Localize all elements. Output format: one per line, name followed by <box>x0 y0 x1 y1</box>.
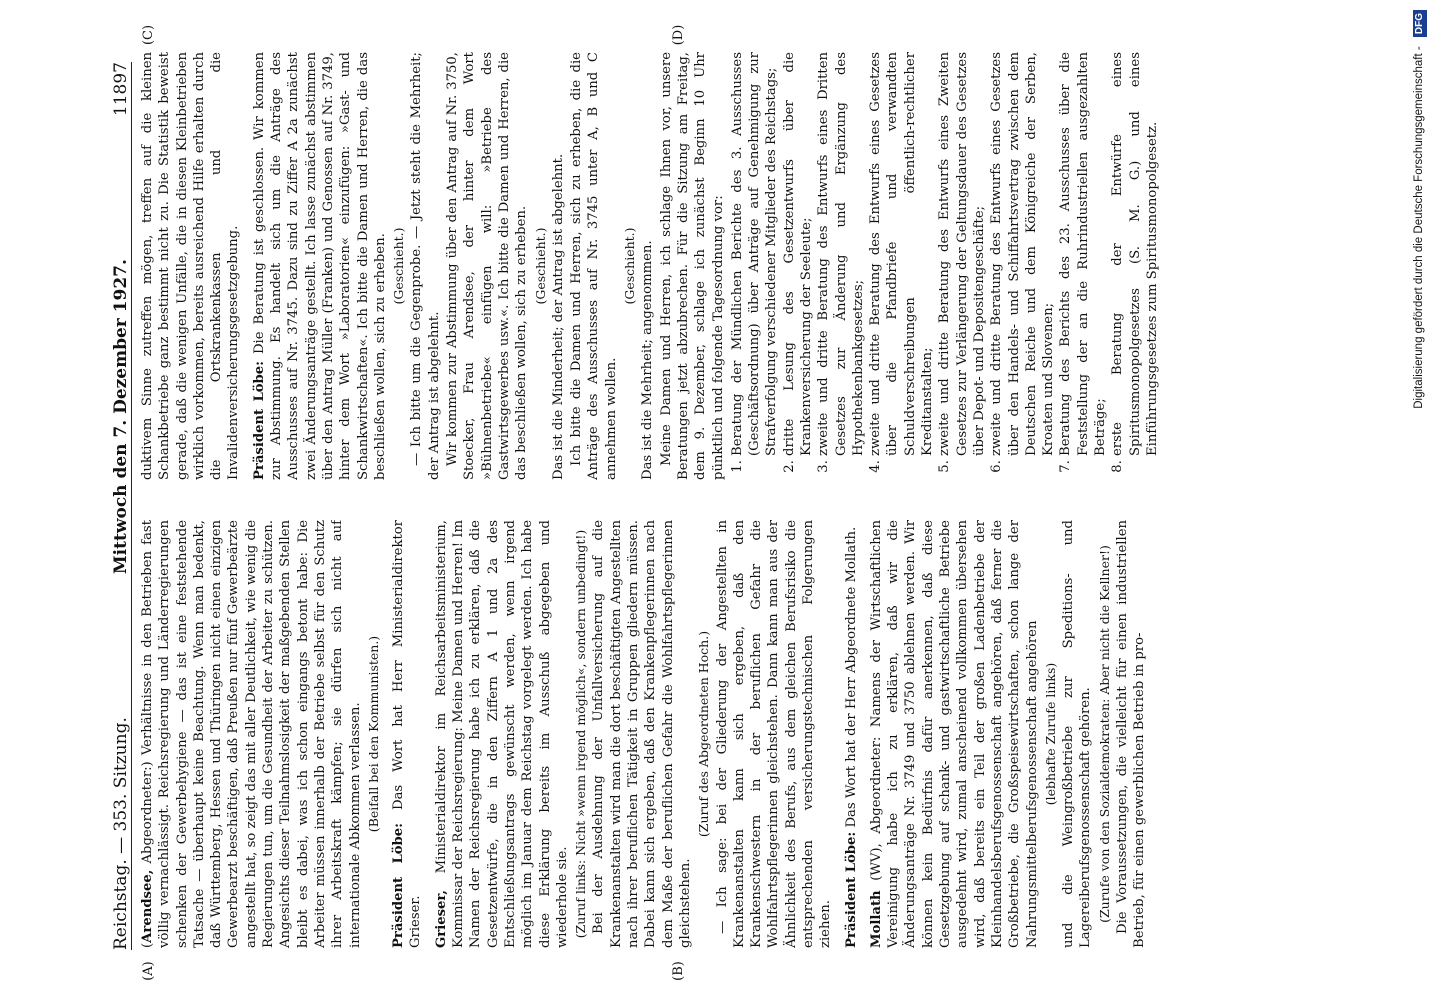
speaker-name: Arendsee, <box>140 869 155 943</box>
page-number: 11897 <box>111 62 131 117</box>
paragraph: Die Voraussetzungen, die vielleicht für einen industriellen Betrieb, für einen gewerblichen Betrieb in pro- <box>1115 520 1148 948</box>
agenda-item: 1. Beratung der Mündlichen Berichte des 3. Ausschusses (Geschäftsordnung) über Anträge auf Genehmigung zur Strafverfolgung verschiedener Mitglieder des Reichstags; <box>729 52 781 456</box>
dfg-logo: DFG <box>1413 10 1427 37</box>
agenda-list <box>729 52 1161 480</box>
funding-sidebar <box>1408 10 1434 710</box>
margin-marker-b: (B) <box>671 961 686 981</box>
header-date: Mittwoch den 7. Dezember 1927. <box>111 259 131 575</box>
paragraph-text: Das Wort hat Herr Ministerialdirektor Grieser. <box>391 520 424 948</box>
paragraph: Das ist die Minderheit; der Antrag ist abgelehnt. <box>550 153 566 480</box>
agenda-item: 8. erste Beratung der Entwürfe eines Spiritusmonopolgesetzes (S. M. G.) und eines Einführungsgesetzes zum Spiritusmonopolgesetz. <box>1109 52 1161 456</box>
paragraph: (Arendsee, Abgeordneter:) Verhältnisse in den Betrieben fast völlig vernachlässigt. Reichsregierung und Länderregierungen schenken der Gewerbehygiene — das ist eine feststehende Tatsache — überhaupt keine Beachtung. Wenn man bedenkt, daß Württemberg, Hessen und Thüringen nicht einen einzigen Gewerbearzt beschäftigen, daß Preußen nur fünf Gewerbeärzte angestellt hat, so zeigt das mit aller Deutlichkeit, wie wenig die Regierungen tun, um die Gesundheit der Arbeiter zu schützen. Angesichts dieser Teilnahmslosigkeit der maßgebenden Stellen bleibt es dabei, was ich schon eingangs betont habe: Die Arbeiter müssen innerhalb der Betriebe selbst für den Schutz ihrer Arbeitskraft kämpfen; sie dürfen sich nicht auf internationale Abkommen verlassen. <box>140 520 363 948</box>
agenda-item: 4. zweite und dritte Beratung des Entwurfs eines Gesetzes über die Pfandbriefe und verwandten Schuldverschreibungen öffentlich-rechtlicher Kreditanstalten; <box>867 52 936 456</box>
interjection: (Zuruf links: Nicht »wenn irgend möglich«, sondern unbedingt!) <box>573 529 589 939</box>
margin-marker-c: (C) <box>141 24 156 46</box>
paragraph <box>390 520 425 948</box>
paragraph <box>843 520 860 948</box>
paragraph: Ich bitte die Damen und Herren, sich zu erheben, die die Anträge des Ausschusses auf Nr. 3745 unter A, B und C annehmen wollen. <box>569 52 619 480</box>
paragraph <box>868 520 1041 948</box>
interjection: (Geschieht.) <box>622 227 638 305</box>
paragraph: Das ist die Mehrheit; angenommen. <box>640 240 656 480</box>
speaker-name: Grieser, <box>433 889 449 948</box>
paragraph-text: (WV), Abgeordneter: Namens der Wirtschaftlichen Vereinigung habe ich zu erklären, daß wir die Änderungsanträge Nr. 3749 und 3750 ablehnen werden. Wir können kein Bedürfnis dafür anerkennen, daß diese Gesetzgebung auf schank- und gastwirtschaftliche Betriebe ausgedehnt wird, zumal anscheinend vollkommen übersehen wird, daß bereits ein Teil der großen Ladenbetriebe der Kleinhandelsberufsgenossenschaft angehören, daß ferner die Großbetriebe, die Großspeisewirtschaften, schon lange der Nahrungsmittelberufsgenossenschaft angehören <box>868 520 1040 948</box>
header-left: Reichstag. — 353. Sitzung. <box>111 717 131 950</box>
paragraph <box>251 52 389 480</box>
interjection: (Geschieht.) <box>532 227 548 305</box>
left-column <box>139 520 1259 948</box>
speaker-name: Präsident Löbe: <box>251 360 267 480</box>
agenda-item: 7. Beratung des Berichts des 23. Ausschusses über die Feststellung der an die Ruhrindustriellen ausgezahlten Beträge; <box>1057 52 1109 456</box>
speaker-role: Abgeordneter: <box>140 766 155 864</box>
agenda-item: 5. zweite und dritte Beratung des Entwurfs eines Zweiten Gesetzes zur Verlängerung der Geltungsdauer des Gesetzes über Depot- und Depositengeschäfte; <box>936 52 988 456</box>
paragraph: — Ich bitte um die Gegenprobe. — Jetzt steht die Mehrheit; der Antrag ist abgelehnt. <box>409 52 442 480</box>
page-header <box>103 62 132 950</box>
paragraph: und die Weingroßbetriebe zur Speditions- und Lagereiberufsgenossenschaft gehören. <box>1061 520 1094 948</box>
paragraph-text: Das Wort hat der Herr Abgeordnete Mollath. <box>843 526 859 828</box>
interjection: (lebhafte Zurufe links) <box>1042 662 1058 806</box>
interjection: (Geschieht.) <box>391 227 407 305</box>
interjection: (Zuruf des Abgeordneten Hoch.) <box>696 630 712 838</box>
paragraph-text: Die Beratung ist geschlossen. Wir kommen zur Abstimmung. Es handelt sich um die Anträge des Ausschusses auf Nr. 3745. Dazu sind zu Ziffer A 2a zunächst zwei Änderungsanträge gestellt. Ich lasse zunächst abstimmen über den Antrag Müller (Franken) und Genossen auf Nr. 3749, hinter dem Wort »Laboratorien« einzufügen: »Gast- und Schankwirtschaften«. Ich bitte die Damen und Herren, die das beschließen wollen, sich zu erheben. <box>251 52 388 480</box>
paragraph-text: Ministerialdirektor im Reichsarbeitsministerium, Kommissar der Reichsregierung: Meine Damen und Herren! Im Namen der Reichsregierung habe ich zu erklären, daß die Gesetzentwürfe, die in den Ziffern A 1 und 2a des Entschließungsantrags gewünscht werden, wenn irgend möglich im Januar dem Reichstag vorgelegt werden. Ich habe diese Erklärung bereits im Ausschuß abgegeben und wiederhole sie. <box>433 520 570 948</box>
agenda-item: 2. dritte Lesung des Gesetzentwurfs über die Krankenversicherung der Seeleute; <box>781 52 816 456</box>
paragraph: — Ich sage: bei der Gliederung der Angestellten in Krankenanstalten kann sich ergeben, daß den Krankenschwestern in der beruflichen Gefahr die Wohlfahrtspflegerinnen gleichstehen. Dann kann man aus der Ähnlichkeit des Berufs, aus dem gleichen Berufsrisiko die entsprechenden versicherungstechnischen Folgerungen ziehen. <box>714 520 834 948</box>
speaker-name: Mollath <box>868 890 884 948</box>
paragraph: Meine Damen und Herren, ich schlage Ihnen vor, unsere Beratungen jetzt abzubrechen. Für die Sitzung am Freitag, dem 9. Dezember, schlage ich zunächst Beginn 10 Uhr pünktlich und folgende Tagesordnung vor: <box>658 52 726 480</box>
speaker-name: Präsident Löbe: <box>843 831 859 948</box>
right-column <box>139 52 1259 480</box>
margin-marker-a: (A) <box>141 961 156 981</box>
rotated-document-page <box>75 0 1305 1000</box>
paragraph: Wir kommen zur Abstimmung über den Antrag auf Nr. 3750, Stoecker, Frau Arendsee, der hinter dem Wort »Bühnenbetriebe« einfügen will: »Betriebe des Gastwirtsgewerbes usw.«. Ich bitte die Damen und Herren, die das beschließen wollen, sich zu erheben. <box>445 52 530 480</box>
agenda-item: 3. zweite und dritte Beratung des Entwurfs eines Dritten Gesetzes zur Änderung und Ergänzung des Hypothekenbankgesetzes; <box>815 52 867 456</box>
interjection: (Beifall bei den Kommunisten.) <box>365 635 381 833</box>
interjection: (Zurufe von den Sozialdemokraten: Aber nicht die Kellner!) <box>1096 545 1112 923</box>
funding-text: Digitalisierung gefördert durch die Deutsche Forschungsgemeinschaft - <box>1413 46 1425 409</box>
speaker-name: Präsident Löbe: <box>391 822 407 948</box>
paragraph: Bei der Ausdehnung der Unfallversicherung auf die Krankenanstalten wird man die dort beschäftigten Angestellten nach ihrer beruflichen Tätigkeit in Gruppen gliedern müssen. Dabei kann sich ergeben, daß den Krankenpflegerinnen nach dem Maße der beruflichen Gefahr die Wohlfahrtspflegerinnen gleichstehen. <box>591 520 693 948</box>
paragraph: duktivem Sinne zutreffen mögen, treffen auf die kleinen Schankbetriebe ganz bestimmt nicht zu. Die Statistik beweist gerade, daß die wenigen Unfälle, die in diesen Kleinbetrieben wirklich vorkommen, bereits ausreichend Hilfe erhalten durch die Ortskrankenkassen und die Invalidenversicherungsgesetzgebung. <box>140 52 242 480</box>
margin-marker-d: (D) <box>671 24 686 46</box>
agenda-item: 6. zweite und dritte Beratung des Entwurfs eines Gesetzes über den Handels- und Schiffahrtsvertrag zwischen dem Deutschen Reiche und dem Königreiche der Serben, Kroaten und Slovenen; <box>988 52 1057 456</box>
funding-note <box>1408 10 1430 710</box>
paragraph <box>433 520 571 948</box>
paragraph-text: Verhältnisse in den Betrieben fast völlig vernachlässigt. Reichsregierung und Länderregierungen schenken der Gewerbehygiene — das ist eine feststehende Tatsache — überhaupt keine Beachtung. Wenn man bedenkt, daß Württemberg, Hessen und Thüringen nicht einen einzigen Gewerbearzt beschäftigen, daß Preußen nur fünf Gewerbeärzte angestellt hat, so zeigt das mit aller Deutlichkeit, wie wenig die Regierungen tun, um die Gesundheit der Arbeiter zu schützen. Angesichts dieser Teilnahmslosigkeit der maßgebenden Stellen bleibt es dabei, was ich schon eingangs betont habe: Die Arbeiter müssen innerhalb der Betriebe selbst für den Schutz ihrer Arbeitskraft kämpfen; sie dürfen sich nicht auf internationale Abkommen verlassen. <box>140 520 363 948</box>
